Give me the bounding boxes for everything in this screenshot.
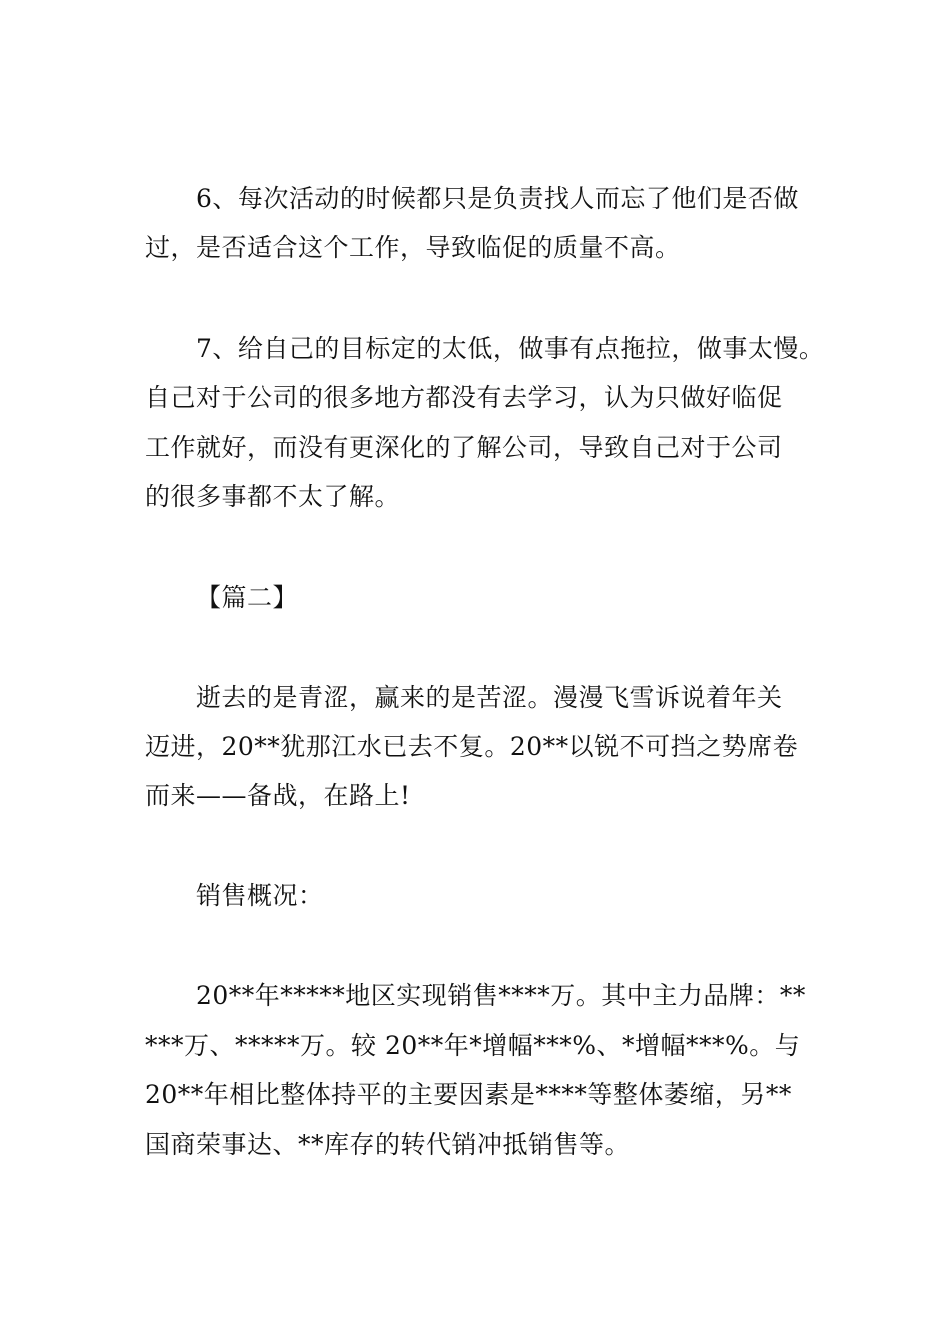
paragraph-7-line-2: 自己对于公司的很多地方都没有去学习，认为只做好临促 xyxy=(145,383,783,412)
intro-paragraph-line-2: 迈进，20**犹那江水已去不复。20**以锐不可挡之势席卷 xyxy=(145,732,799,761)
sales-paragraph-line-2: ***万、*****万。较 20**年*增幅***%、*增幅***%。与 xyxy=(145,1031,801,1060)
paragraph-6-line-2: 过，是否适合这个工作，导致临促的质量不高。 xyxy=(145,233,681,262)
section-heading: 【篇二】 xyxy=(196,583,299,612)
paragraph-6-line-1: 6、每次活动的时候都只是负责找人而忘了他们是否做 xyxy=(196,184,799,213)
sales-paragraph-line-4: 国商荣事达、**库存的转代销冲抵销售等。 xyxy=(145,1130,631,1159)
paragraph-7-line-4: 的很多事都不太了解。 xyxy=(145,482,401,511)
paragraph-7-line-1: 7、给自己的目标定的太低，做事有点拖拉，做事太慢。 xyxy=(196,334,825,363)
intro-paragraph-line-3: 而来——备战，在路上! xyxy=(145,781,411,810)
sales-heading: 销售概况： xyxy=(196,881,324,910)
sales-paragraph-line-1: 20**年*****地区实现销售****万。其中主力品牌：** xyxy=(196,981,806,1010)
paragraph-7-line-3: 工作就好，而没有更深化的了解公司，导致自己对于公司 xyxy=(145,433,783,462)
sales-paragraph-line-3: 20**年相比整体持平的主要因素是****等整体萎缩，另** xyxy=(145,1080,792,1109)
intro-paragraph-line-1: 逝去的是青涩，赢来的是苦涩。漫漫飞雪诉说着年关 xyxy=(196,683,783,712)
